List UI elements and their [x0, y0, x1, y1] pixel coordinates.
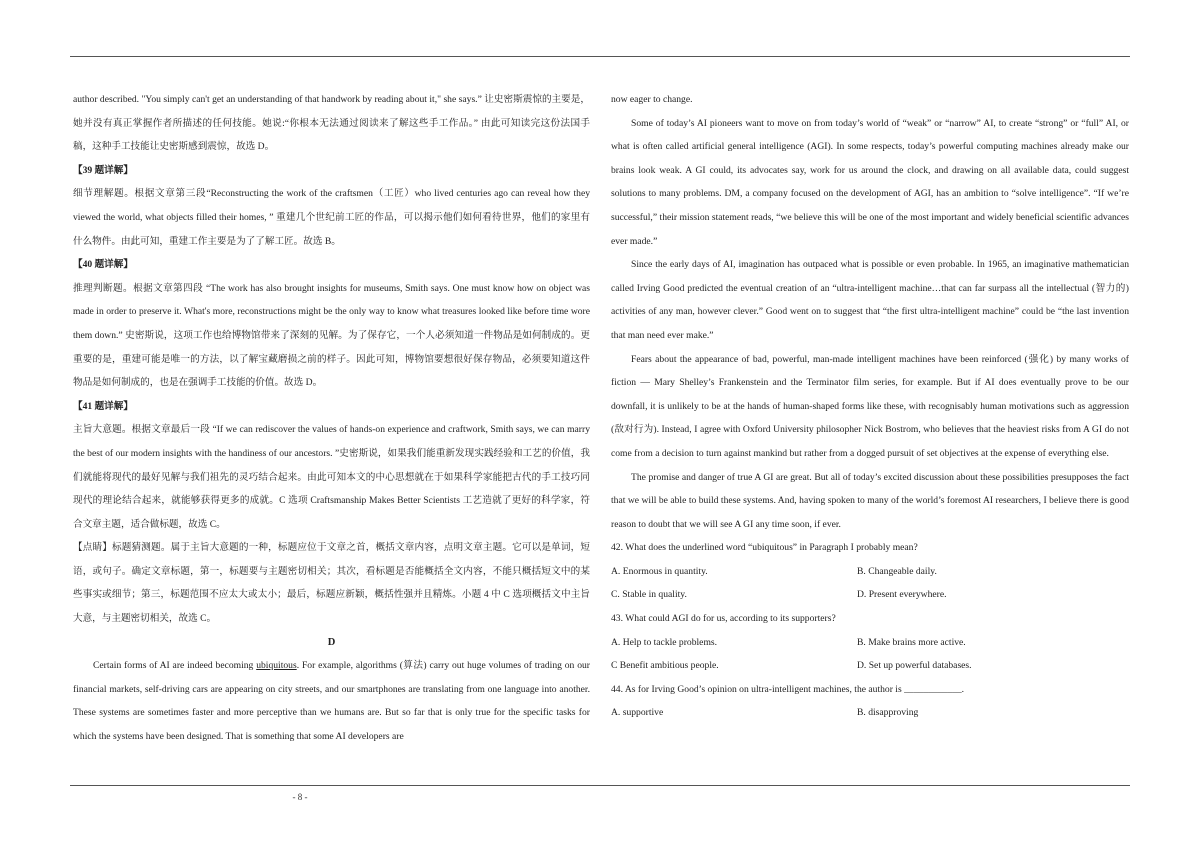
passage-d-paragraph-1 [73, 654, 590, 748]
question-42-options-row-2 [611, 583, 1129, 607]
footer-rule [70, 785, 1130, 786]
dianjing-note: 【点睛】标题猜测题。属于主旨大意题的一种，标题应位于文章之首，概括文章内容，点明文章主题。它可以是单词，短语，或句子。确定文章标题，第一，标题要与主题密切相关；其次，看标题是否能概括全文内容，不能只概括短文中的某些事实或细节；第三，标题范围不应太大或太小；最后，标题应新颖，概括性强并且精炼。小题 4 中 C 选项概括文中主旨大意，与主题密切相关，故选 C。 [73, 542, 590, 625]
passage-d-p1-start: Certain forms of AI are indeed becoming [93, 660, 257, 672]
option-42-d: D. Present everywhere. [857, 589, 947, 601]
passage-d-paragraph-1-end: now eager to change. [611, 94, 693, 105]
option-43-b: B. Make brains more active. [857, 636, 966, 648]
question-43-options-row-2 [611, 654, 1129, 678]
explanation-39: 细节理解题。根据文章第三段“Reconstructing the work of the craftsmen（工匠）who lived centuries ago can reveal how they viewed the world, what objects filled their homes, ” 重建几个世纪前工匠的作品，可以揭示他们如何看待世界，他们的家里有什么物件。由此可知，重建工作主要是为了了解工匠。故选 B。 [73, 188, 590, 247]
option-42-b: B. Changeable daily. [857, 565, 937, 577]
option-42-c: C. Stable in quality. [611, 589, 687, 601]
heading-39: 【39 题详解】 [73, 164, 133, 176]
left-column [73, 88, 590, 749]
explanation-40: 推理判断题。根据文章第四段 “The work has also brought insights for museums, Smith says. One must know how on object was made in order to preserve it. What's more, reconstructions might be the only way to know what treasures looked like before time wore them down.” 史密斯说，这项工作也给博物馆带来了深刻的见解。为了保存它，一个人必须知道一件物品是如何制成的。更重要的是，重建可能是唯一的方法，以了解宝藏磨损之前的样子。因此可知，博物馆要想很好保存物品，必须要知道这件物品是如何制成的，也是在强调手工技能的价值。故选 D。 [73, 282, 590, 389]
passage-d-paragraph-2: Some of today’s AI pioneers want to move on from today’s world of “weak” or “narrow” AI, to create “strong” or “full” AI, or what is often called artificial general intelligence (AGI). In some respects, today’s powerful computing machines already make our brains look weak. A GI could, its advocates say, work for us around the clock, and drawing on all available data, could suggest solutions to many problems. DM, a company focused on the development of AGI, has an ambition to “solve intelligence”. “If we’re successful,” their mission statement reads, “we believe this will be one of the most important and widely beneficial scientific advances ever made.” [611, 117, 1129, 247]
heading-41: 【41 题详解】 [73, 400, 133, 412]
passage-d-p1-rest: . For example, algorithms (算法) carry out huge volumes of trading on our financial markets, self-driving cars are appearing on city streets, and our smartphones are translating from one language into another. These systems are sometimes faster and more perceptive than we humans are. But so far that is only true for the specific tasks for which the systems have been designed. That is something that some AI developers are [73, 660, 590, 743]
question-42: 42. What does the underlined word “ubiquitous” in Paragraph I probably mean? [611, 542, 918, 554]
option-42-a: A. Enormous in quantity. [611, 565, 708, 577]
underlined-word-ubiquitous: ubiquitous [256, 660, 297, 672]
section-title-d: D [327, 636, 336, 648]
option-44-a: A. supportive [611, 707, 664, 719]
passage-d-paragraph-3: Since the early days of AI, imagination has outpaced what is possible or even probable. In 1965, an imaginative mathematician called Irving Good predicted the eventual creation of an “ultra-intelligent machine…that can far surpass all the intellectual (智力的) activities of any man, however clever.” Good went on to suggest that “the first ultra-intelligent machine” could be “the last invention that man need ever make.” [611, 259, 1129, 341]
option-44-b: B. disapproving [857, 707, 919, 719]
question-44-options-row-1 [611, 701, 1129, 725]
passage-d-paragraph-5: The promise and danger of true A GI are great. But all of today’s excited discussion about these possibilities presupposes the fact that we will be able to build these systems. And, having spoken to many of the world’s foremost AI researchers, I believe there is good reason to doubt that we will see A GI any time soon, if ever. [611, 471, 1129, 530]
right-column [611, 88, 1129, 725]
header-rule [70, 56, 1130, 57]
explanation-41: 主旨大意题。根据文章最后一段 “If we can rediscover the values of hands-on experience and craftwork, Smith says, we can marry the best of our modern insights with the handiness of our ancestors. ”史密斯说，如果我们能重新发现实践经验和工艺的价值，我们就能将现代的最好见解与我们祖先的灵巧结合起来。由此可知本文的中心思想就在于如果科学家能把古代的手工技巧同现代的理论结合起来，就能够获得更多的成就。C 选项 Craftsmanship Makes Better Scientists 工艺造就了更好的科学家，符合文章主题，适合做标题，故选 C。 [73, 424, 590, 530]
option-43-a: A. Help to tackle problems. [611, 636, 718, 648]
question-44: 44. As for Irving Good’s opinion on ultra-intelligent machines, the author is ____________. [611, 683, 965, 695]
option-43-d: D. Set up powerful databases. [857, 660, 972, 672]
option-43-c: C Benefit ambitious people. [611, 660, 719, 672]
question-43: 43. What could AGI do for us, according to its supporters? [611, 613, 836, 625]
heading-40: 【40 题详解】 [73, 259, 133, 271]
question-43-options-row-1 [611, 631, 1129, 655]
page-number: - 8 - [292, 792, 308, 802]
question-42-options-row-1 [611, 560, 1129, 584]
paragraph-38-end: author described. "You simply can't get an understanding of that handwork by reading about it," she says.” 让史密斯震惊的主要是，她并没有真正掌握作者所描述的任何技能。她说:“你根本无法通过阅读来了解这些手工作品。” 由此可知读完这份法国手稿，这种手工技能让史密斯感到震惊，故选 D。 [73, 94, 590, 153]
passage-d-paragraph-4: Fears about the appearance of bad, powerful, man-made intelligent machines have been reinforced (强化) by many works of fiction — Mary Shelley’s Frankenstein and the Terminator film series, for example. But if AI does eventually prove to be our downfall, it is unlikely to be at the hands of human-shaped forms like these, with recognisably human motivations such as aggression (敌对行为). Instead, I agree with Oxford University philosopher Nick Bostrom, who believes that the heaviest risks from A GI do not come from a decision to turn against mankind but rather from a dogged pursuit of set objectives at the expense of everything else. [611, 353, 1129, 459]
